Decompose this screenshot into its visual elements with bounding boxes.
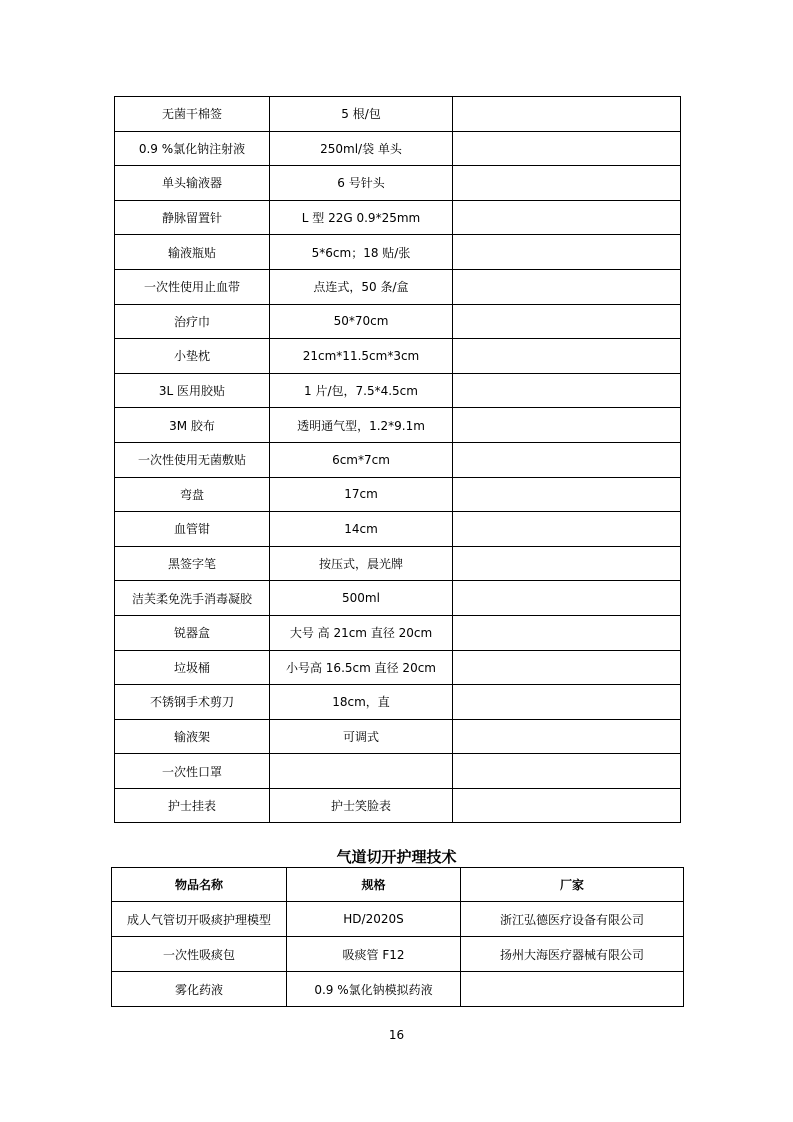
table-row — [112, 902, 684, 937]
spec-cell: 0.9 %氯化钠模拟药液 — [287, 972, 461, 1007]
table-row — [115, 719, 681, 754]
spec-cell: 50*70cm — [270, 304, 453, 339]
header-spec: 规格 — [287, 868, 461, 902]
spec-cell: 1 片/包，7.5*4.5cm — [270, 373, 453, 408]
manufacturer-cell — [453, 685, 681, 720]
item-name-cell: 小垫枕 — [115, 339, 270, 374]
spec-cell: 透明通气型，1.2*9.1m — [270, 408, 453, 443]
spec-cell: 吸痰管 F12 — [287, 937, 461, 972]
item-name-cell: 输液瓶贴 — [115, 235, 270, 270]
item-name-cell: 单头输液器 — [115, 166, 270, 201]
table-row — [115, 685, 681, 720]
manufacturer-cell — [453, 719, 681, 754]
table-row — [115, 581, 681, 616]
manufacturer-cell — [453, 200, 681, 235]
spec-cell: 500ml — [270, 581, 453, 616]
item-name-cell: 3M 胶布 — [115, 408, 270, 443]
spec-cell: 点连式，50 条/盒 — [270, 269, 453, 304]
manufacturer-cell — [453, 615, 681, 650]
tracheotomy-supplies-table — [111, 867, 684, 1007]
item-name-cell: 3L 医用胶贴 — [115, 373, 270, 408]
table-row — [115, 339, 681, 374]
table-row — [115, 97, 681, 132]
manufacturer-cell — [453, 235, 681, 270]
spec-cell: 护士笑脸表 — [270, 788, 453, 823]
item-name-cell: 护士挂表 — [115, 788, 270, 823]
manufacturer-cell — [453, 512, 681, 547]
spec-cell: 18cm，直 — [270, 685, 453, 720]
table-row — [115, 546, 681, 581]
table-row — [115, 235, 681, 270]
header-manufacturer: 厂家 — [461, 868, 684, 902]
item-name-cell: 一次性使用无菌敷贴 — [115, 442, 270, 477]
spec-cell: L 型 22G 0.9*25mm — [270, 200, 453, 235]
table-row — [115, 269, 681, 304]
item-name-cell: 治疗巾 — [115, 304, 270, 339]
spec-cell: 5*6cm；18 贴/张 — [270, 235, 453, 270]
manufacturer-cell — [453, 788, 681, 823]
manufacturer-cell — [453, 339, 681, 374]
item-name-cell: 静脉留置针 — [115, 200, 270, 235]
table-row — [115, 200, 681, 235]
item-name-cell: 0.9 %氯化钠注射液 — [115, 131, 270, 166]
header-item-name: 物品名称 — [112, 868, 287, 902]
table-row — [115, 788, 681, 823]
manufacturer-cell — [453, 373, 681, 408]
spec-cell — [270, 754, 453, 789]
table-row — [112, 972, 684, 1007]
item-name-cell: 弯盘 — [115, 477, 270, 512]
table-row — [115, 512, 681, 547]
manufacturer-cell — [453, 269, 681, 304]
manufacturer-cell — [453, 166, 681, 201]
spec-cell: 14cm — [270, 512, 453, 547]
item-name-cell: 垃圾桶 — [115, 650, 270, 685]
spec-cell: 按压式，晨光牌 — [270, 546, 453, 581]
table-row — [115, 650, 681, 685]
spec-cell: 250ml/袋 单头 — [270, 131, 453, 166]
spec-cell: HD/2020S — [287, 902, 461, 937]
manufacturer-cell — [461, 972, 684, 1007]
manufacturer-cell: 扬州大海医疗器械有限公司 — [461, 937, 684, 972]
item-name-cell: 洁芙柔免洗手消毒凝胶 — [115, 581, 270, 616]
item-name-cell: 雾化药液 — [112, 972, 287, 1007]
item-name-cell: 黑签字笔 — [115, 546, 270, 581]
table-row — [115, 615, 681, 650]
table-row — [115, 166, 681, 201]
table-row — [115, 131, 681, 166]
manufacturer-cell — [453, 754, 681, 789]
table-row — [115, 442, 681, 477]
table-row — [115, 477, 681, 512]
table-row — [112, 937, 684, 972]
item-name-cell: 输液架 — [115, 719, 270, 754]
section-title: 气道切开护理技术 — [336, 848, 457, 866]
item-name-cell: 一次性吸痰包 — [112, 937, 287, 972]
manufacturer-cell — [453, 442, 681, 477]
table-row — [115, 373, 681, 408]
spec-cell: 6cm*7cm — [270, 442, 453, 477]
item-name-cell: 一次性使用止血带 — [115, 269, 270, 304]
page-number: 16 — [388, 1028, 405, 1042]
manufacturer-cell — [453, 97, 681, 132]
item-name-cell: 血管钳 — [115, 512, 270, 547]
spec-cell: 可调式 — [270, 719, 453, 754]
manufacturer-cell — [453, 131, 681, 166]
spec-cell: 21cm*11.5cm*3cm — [270, 339, 453, 374]
manufacturer-cell — [453, 581, 681, 616]
item-name-cell: 成人气管切开吸痰护理模型 — [112, 902, 287, 937]
manufacturer-cell — [453, 304, 681, 339]
item-name-cell: 一次性口罩 — [115, 754, 270, 789]
spec-cell: 大号 高 21cm 直径 20cm — [270, 615, 453, 650]
table-header-row — [112, 868, 684, 902]
table-row — [115, 304, 681, 339]
spec-cell: 5 根/包 — [270, 97, 453, 132]
supplies-table — [114, 96, 681, 823]
table-row — [115, 408, 681, 443]
spec-cell: 17cm — [270, 477, 453, 512]
manufacturer-cell — [453, 650, 681, 685]
manufacturer-cell — [453, 477, 681, 512]
table-row — [115, 754, 681, 789]
manufacturer-cell: 浙江弘德医疗设备有限公司 — [461, 902, 684, 937]
item-name-cell: 不锈钢手术剪刀 — [115, 685, 270, 720]
spec-cell: 6 号针头 — [270, 166, 453, 201]
manufacturer-cell — [453, 408, 681, 443]
item-name-cell: 无菌干棉签 — [115, 97, 270, 132]
manufacturer-cell — [453, 546, 681, 581]
item-name-cell: 锐器盒 — [115, 615, 270, 650]
spec-cell: 小号高 16.5cm 直径 20cm — [270, 650, 453, 685]
